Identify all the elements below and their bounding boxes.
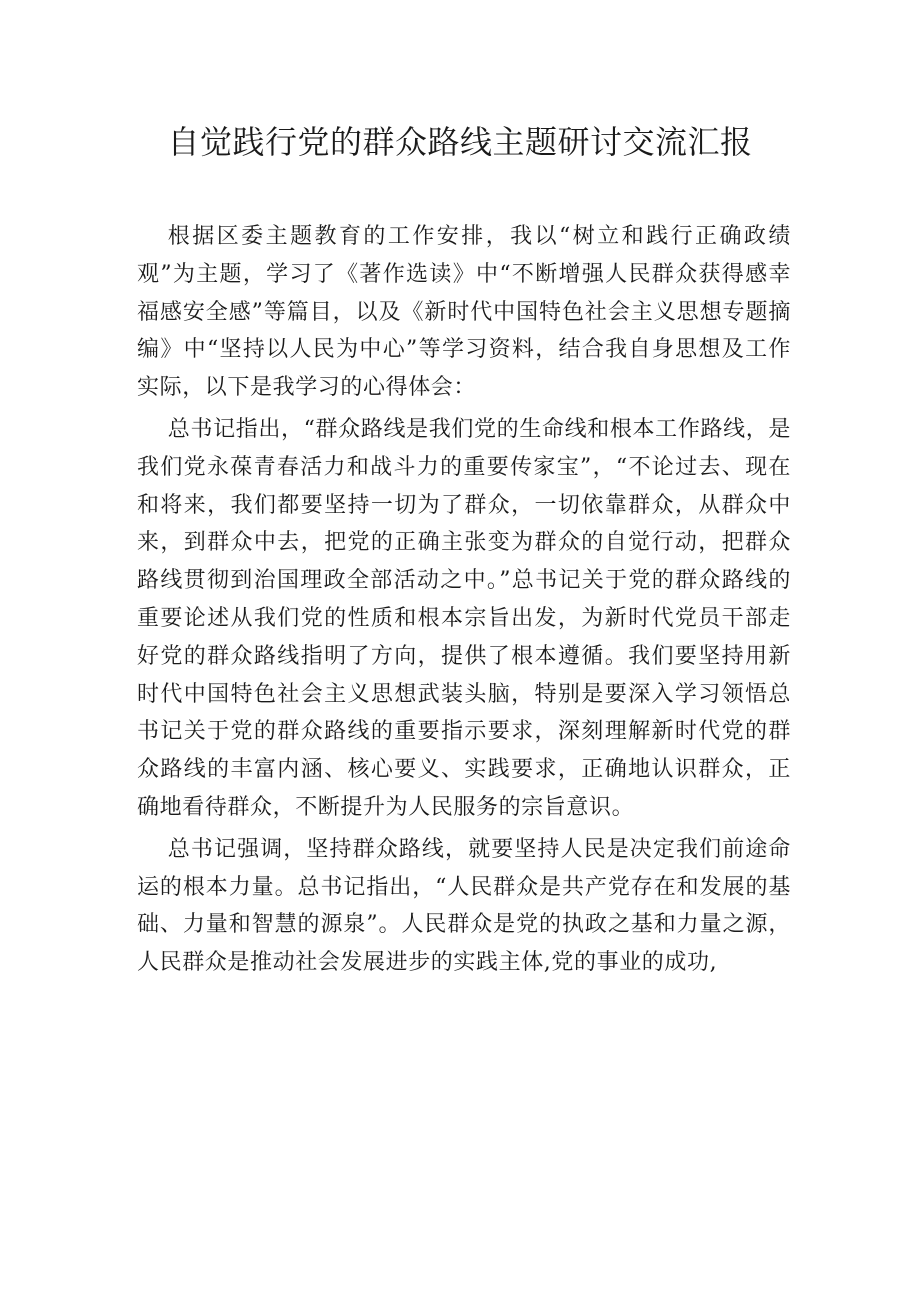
document-body: [137, 218, 791, 982]
document-title: 自觉践行党的群众路线主题研讨交流汇报: [167, 123, 753, 161]
paragraph-intro: 根据区委主题教育的工作安排，我以“树立和践行正确政绩观”为主题，学习了《著作选读》中“不断增强人民群众获得感幸福感安全感”等篇目，以及《新时代中国特色社会主义思想专题摘编》中“坚持以人民为中心”等学习资料，结合我自身思想及工作实际，以下是我学习的心得体会：: [137, 224, 791, 401]
paragraph-mass-line-importance: 总书记指出，“群众路线是我们党的生命线和根本工作路线，是我们党永葆青春活力和战斗力的重要传家宝”，“不论过去、现在和将来，我们都要坚持一切为了群众，一切依靠群众，从群众中来，到群众中去，把党的正确主张变为群众的自觉行动，把群众路线贯彻到治国理政全部活动之中。”总书记关于党的群众路线的重要论述从我们党的性质和根本宗旨出发，为新时代党员干部走好党的群众路线指明了方向，提供了根本遵循。我们要坚持用新时代中国特色社会主义思想武装头脑，特别是要深入学习领悟总书记关于党的群众路线的重要指示要求，深刻理解新时代党的群众路线的丰富内涵、核心要义、实践要求，正确地认识群众，正确地看待群众，不断提升为人民服务的宗旨意识。: [137, 416, 791, 820]
paragraph-people-as-force: 总书记强调，坚持群众路线，就要坚持人民是决定我们前途命运的根本力量。总书记指出，“人民群众是共产党存在和发展的基础、力量和智慧的源泉”。人民群众是党的执政之基和力量之源，人民群众是推动社会发展进步的实践主体,党的事业的成功,: [137, 836, 791, 976]
